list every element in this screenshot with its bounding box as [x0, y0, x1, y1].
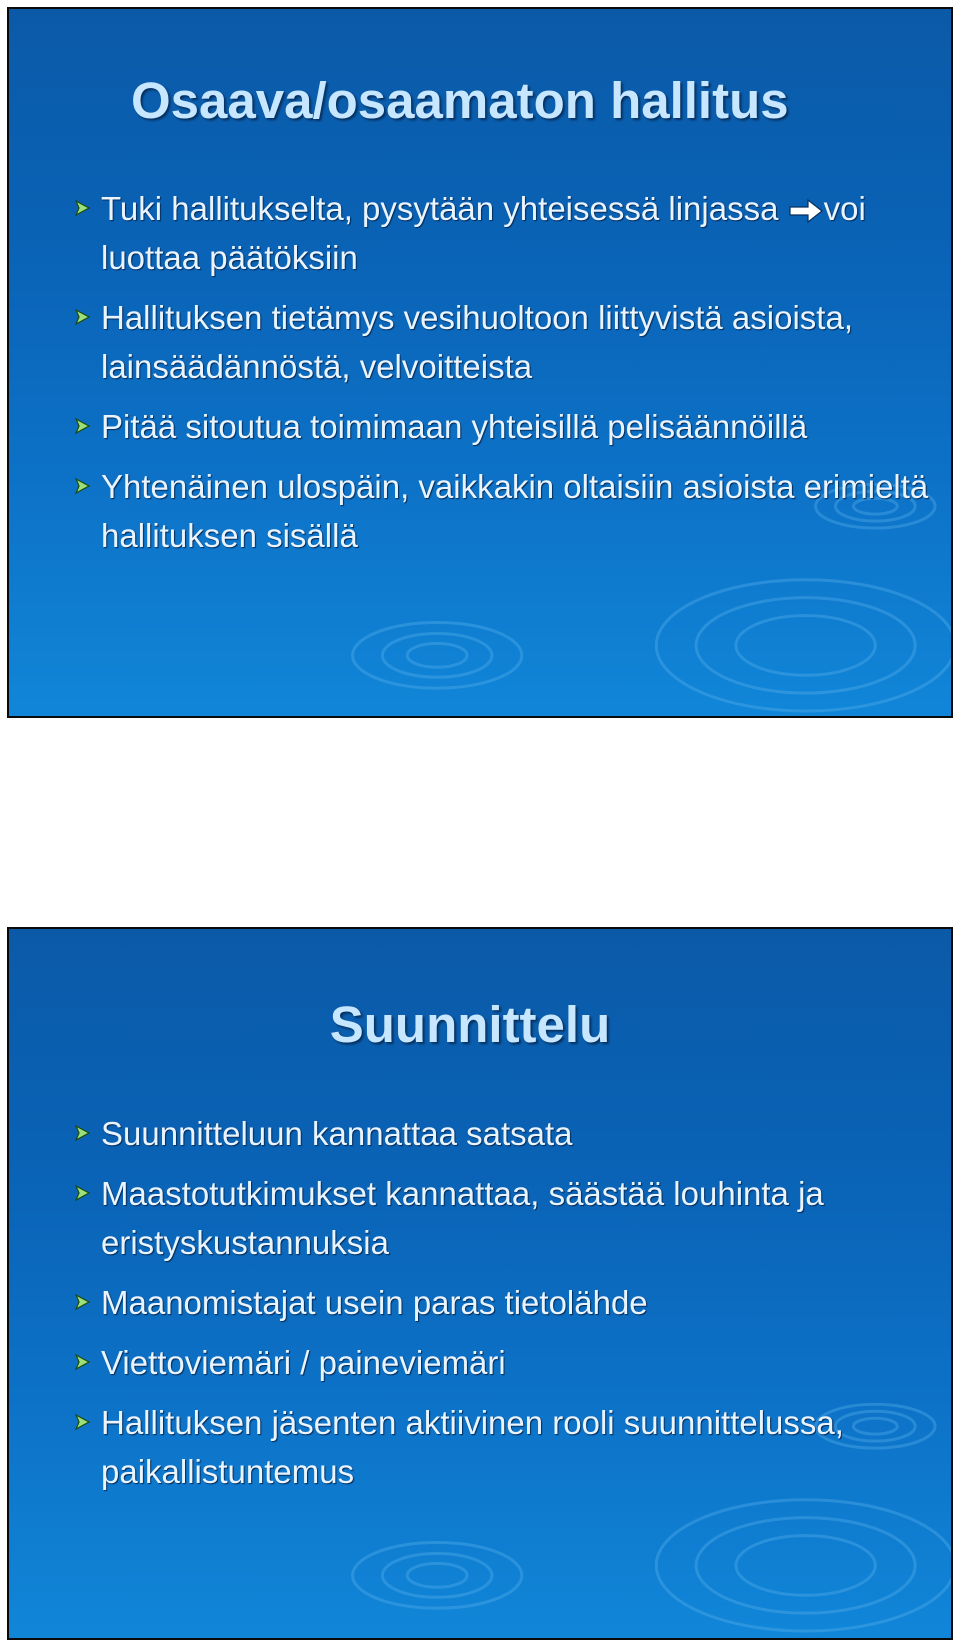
bullet-list — [73, 1109, 933, 1507]
chevron-right-icon — [73, 1353, 91, 1371]
bullet-text: Viettoviemäri / paineviemäri — [101, 1344, 506, 1381]
list-item — [73, 293, 933, 391]
bullet-text: Maastotutkimukset kannattaa, säästää louhinta ja eristyskustannuksia — [101, 1175, 824, 1261]
slide-2 — [7, 927, 953, 1640]
list-item — [73, 1169, 933, 1267]
right-arrow-icon — [788, 198, 824, 224]
slide-title: Osaava/osaamaton hallitus — [131, 72, 789, 129]
chevron-right-icon — [73, 1293, 91, 1311]
slide-title: Suunnittelu — [329, 996, 611, 1053]
list-item — [73, 1109, 933, 1158]
list-item — [73, 184, 933, 282]
chevron-right-icon — [73, 417, 91, 435]
list-item — [73, 402, 933, 451]
chevron-right-icon — [73, 199, 91, 217]
bullet-text: Hallituksen jäsenten aktiivinen rooli suunnittelussa, paikallistuntemus — [101, 1404, 844, 1490]
chevron-right-icon — [73, 308, 91, 326]
list-item — [73, 1398, 933, 1496]
bullet-text: Suunnitteluun kannattaa satsata — [101, 1115, 573, 1152]
bullet-text: Tuki hallitukselta, pysytään yhteisessä linjassa — [101, 190, 779, 227]
list-item — [73, 1338, 933, 1387]
bullet-list — [73, 184, 933, 571]
bullet-text: Pitää sitoutua toimimaan yhteisillä pelisäännöillä — [101, 408, 808, 445]
list-item — [73, 1278, 933, 1327]
list-item — [73, 462, 933, 560]
chevron-right-icon — [73, 1413, 91, 1431]
slide-1 — [7, 7, 953, 718]
bullet-text: voi luottaa päätöksiin — [101, 190, 866, 276]
chevron-right-icon — [73, 477, 91, 495]
bullet-text: Hallituksen tietämys vesihuoltoon liittyvistä asioista, lainsäädännöstä, velvoitteista — [101, 299, 853, 385]
chevron-right-icon — [73, 1124, 91, 1142]
bullet-text: Yhtenäinen ulospäin, vaikkakin oltaisiin asioista erimieltä hallituksen sisällä — [101, 468, 929, 554]
bullet-text: Maanomistajat usein paras tietolähde — [101, 1284, 648, 1321]
chevron-right-icon — [73, 1184, 91, 1202]
